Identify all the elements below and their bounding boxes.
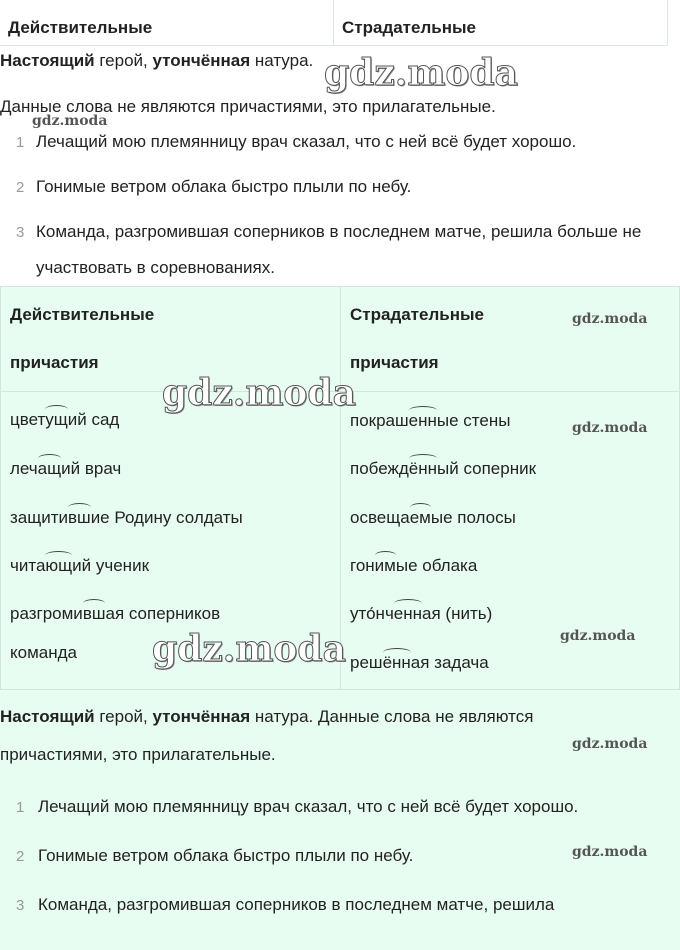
- bold-word-2: утончённая: [152, 707, 251, 726]
- table-header-passive: Страдательные: [350, 305, 484, 324]
- list-text: Команда, разгромившая соперников в последнем матче, решила: [38, 895, 555, 914]
- text-fragment: герой,: [94, 51, 153, 70]
- participle-phrase: [10, 556, 149, 576]
- word-stem: гон: [350, 556, 375, 575]
- suffix-arc: енн: [408, 411, 437, 430]
- table-header-active: Действительные: [10, 305, 155, 324]
- watermark-logo: gdz.moda: [572, 736, 648, 752]
- participle-phrase: [10, 410, 119, 430]
- participle-phrase: [350, 459, 536, 479]
- suffix-arc: ющ: [45, 556, 73, 575]
- table-header-passive-sub: причастия: [350, 353, 439, 372]
- participle-phrase: [10, 508, 243, 528]
- bold-word-1: Настоящий: [0, 707, 95, 726]
- watermark-logo: gdz.moda: [572, 420, 648, 436]
- list-number: 1: [16, 134, 25, 151]
- word-ending: ий сад: [67, 410, 120, 429]
- suffix-arc: ем: [409, 508, 431, 527]
- suffix-arc: им: [374, 556, 396, 575]
- watermark-logo: gdz.moda: [572, 311, 648, 327]
- participle-phrase: [350, 653, 489, 673]
- list-text: Лечащий мою племянницу врач сказал, что с ней всё будет хорошо.: [36, 132, 577, 151]
- header-cell-active: Действительные: [0, 0, 334, 45]
- paragraph-adjectives-note-2: [0, 698, 640, 774]
- participle-phrase: [10, 643, 77, 663]
- word-ending: ый соперник: [437, 459, 537, 478]
- participle-phrase: [350, 604, 492, 624]
- table-header-active-sub: причастия: [10, 353, 99, 372]
- word-stem: разгроми: [10, 604, 83, 623]
- bold-word-2: утончённая: [152, 51, 251, 70]
- word-stem: покраш: [350, 411, 409, 430]
- list-number: 3: [16, 224, 25, 241]
- word-stem: защити: [10, 508, 69, 527]
- word-stem: команда: [10, 643, 77, 662]
- list-number: 2: [16, 848, 25, 865]
- word-ending: ые облака: [395, 556, 478, 575]
- watermark-logo: gdz.moda: [560, 628, 636, 644]
- list-text: Гонимые ветром облака быстро плыли по небу.: [38, 846, 414, 865]
- list-text: Команда, разгромившая соперников в последнем матче, решила больше не участвовать в соревнованиях.: [36, 222, 642, 277]
- list-number: 2: [16, 179, 25, 196]
- word-ending: ий врач: [61, 459, 122, 478]
- word-stem: леч: [10, 459, 38, 478]
- paragraph-adjectives-note: [0, 50, 313, 72]
- text-fragment: натура.: [250, 51, 314, 70]
- participle-phrase: [350, 508, 516, 528]
- watermark-logo: gdz.moda: [324, 52, 518, 94]
- word-stem: чита: [10, 556, 46, 575]
- paragraph-not-participles: Данные слова не являются причастиями, это прилагательные.: [0, 97, 496, 116]
- suffix-arc: вш: [82, 604, 106, 623]
- word-stem: цвет: [10, 410, 46, 429]
- bold-word-1: Настоящий: [0, 51, 95, 70]
- list-number: 3: [16, 897, 25, 914]
- watermark-logo: gdz.moda: [152, 628, 346, 670]
- word-stem: уто́нч: [350, 604, 394, 623]
- watermark-logo: gdz.moda: [162, 372, 356, 414]
- suffix-arc: ённ: [382, 653, 411, 672]
- top-table-header: [0, 0, 668, 46]
- participle-phrase: [10, 604, 220, 624]
- list-text: Лечащий мою племянницу врач сказал, что с ней всё будет хорошо.: [38, 797, 579, 816]
- header-cell-passive: Страдательные: [334, 0, 668, 45]
- participle-phrase: [10, 459, 121, 479]
- word-stem: побежд: [350, 459, 409, 478]
- participle-phrase: [350, 411, 510, 431]
- watermark-logo: gdz.moda: [572, 844, 648, 860]
- suffix-arc: ущ: [45, 410, 68, 429]
- list-text: Гонимые ветром облака быстро плыли по небу.: [36, 177, 412, 196]
- word-ending: ие Родину солдаты: [90, 508, 243, 527]
- word-stem: освеща: [350, 508, 410, 527]
- word-ending: ая соперников: [105, 604, 221, 623]
- word-ending: ая (нить): [422, 604, 493, 623]
- word-ending: ий ученик: [72, 556, 150, 575]
- suffix-arc: ащ: [37, 459, 62, 478]
- suffix-arc: вш: [68, 508, 91, 527]
- word-stem: реш: [350, 653, 383, 672]
- word-ending: ая задача: [410, 653, 489, 672]
- text-fragment: натура. Данные слова не являются причастиями, это прилагательные.: [0, 707, 534, 764]
- suffix-arc: енн: [393, 604, 423, 623]
- participle-phrase: [350, 556, 477, 576]
- watermark-logo: gdz.moda: [32, 113, 108, 129]
- suffix-arc: ённ: [408, 459, 437, 478]
- text-fragment: герой,: [94, 707, 153, 726]
- word-ending: ые стены: [436, 411, 511, 430]
- list-number: 1: [16, 799, 25, 816]
- word-ending: ые полосы: [430, 508, 516, 527]
